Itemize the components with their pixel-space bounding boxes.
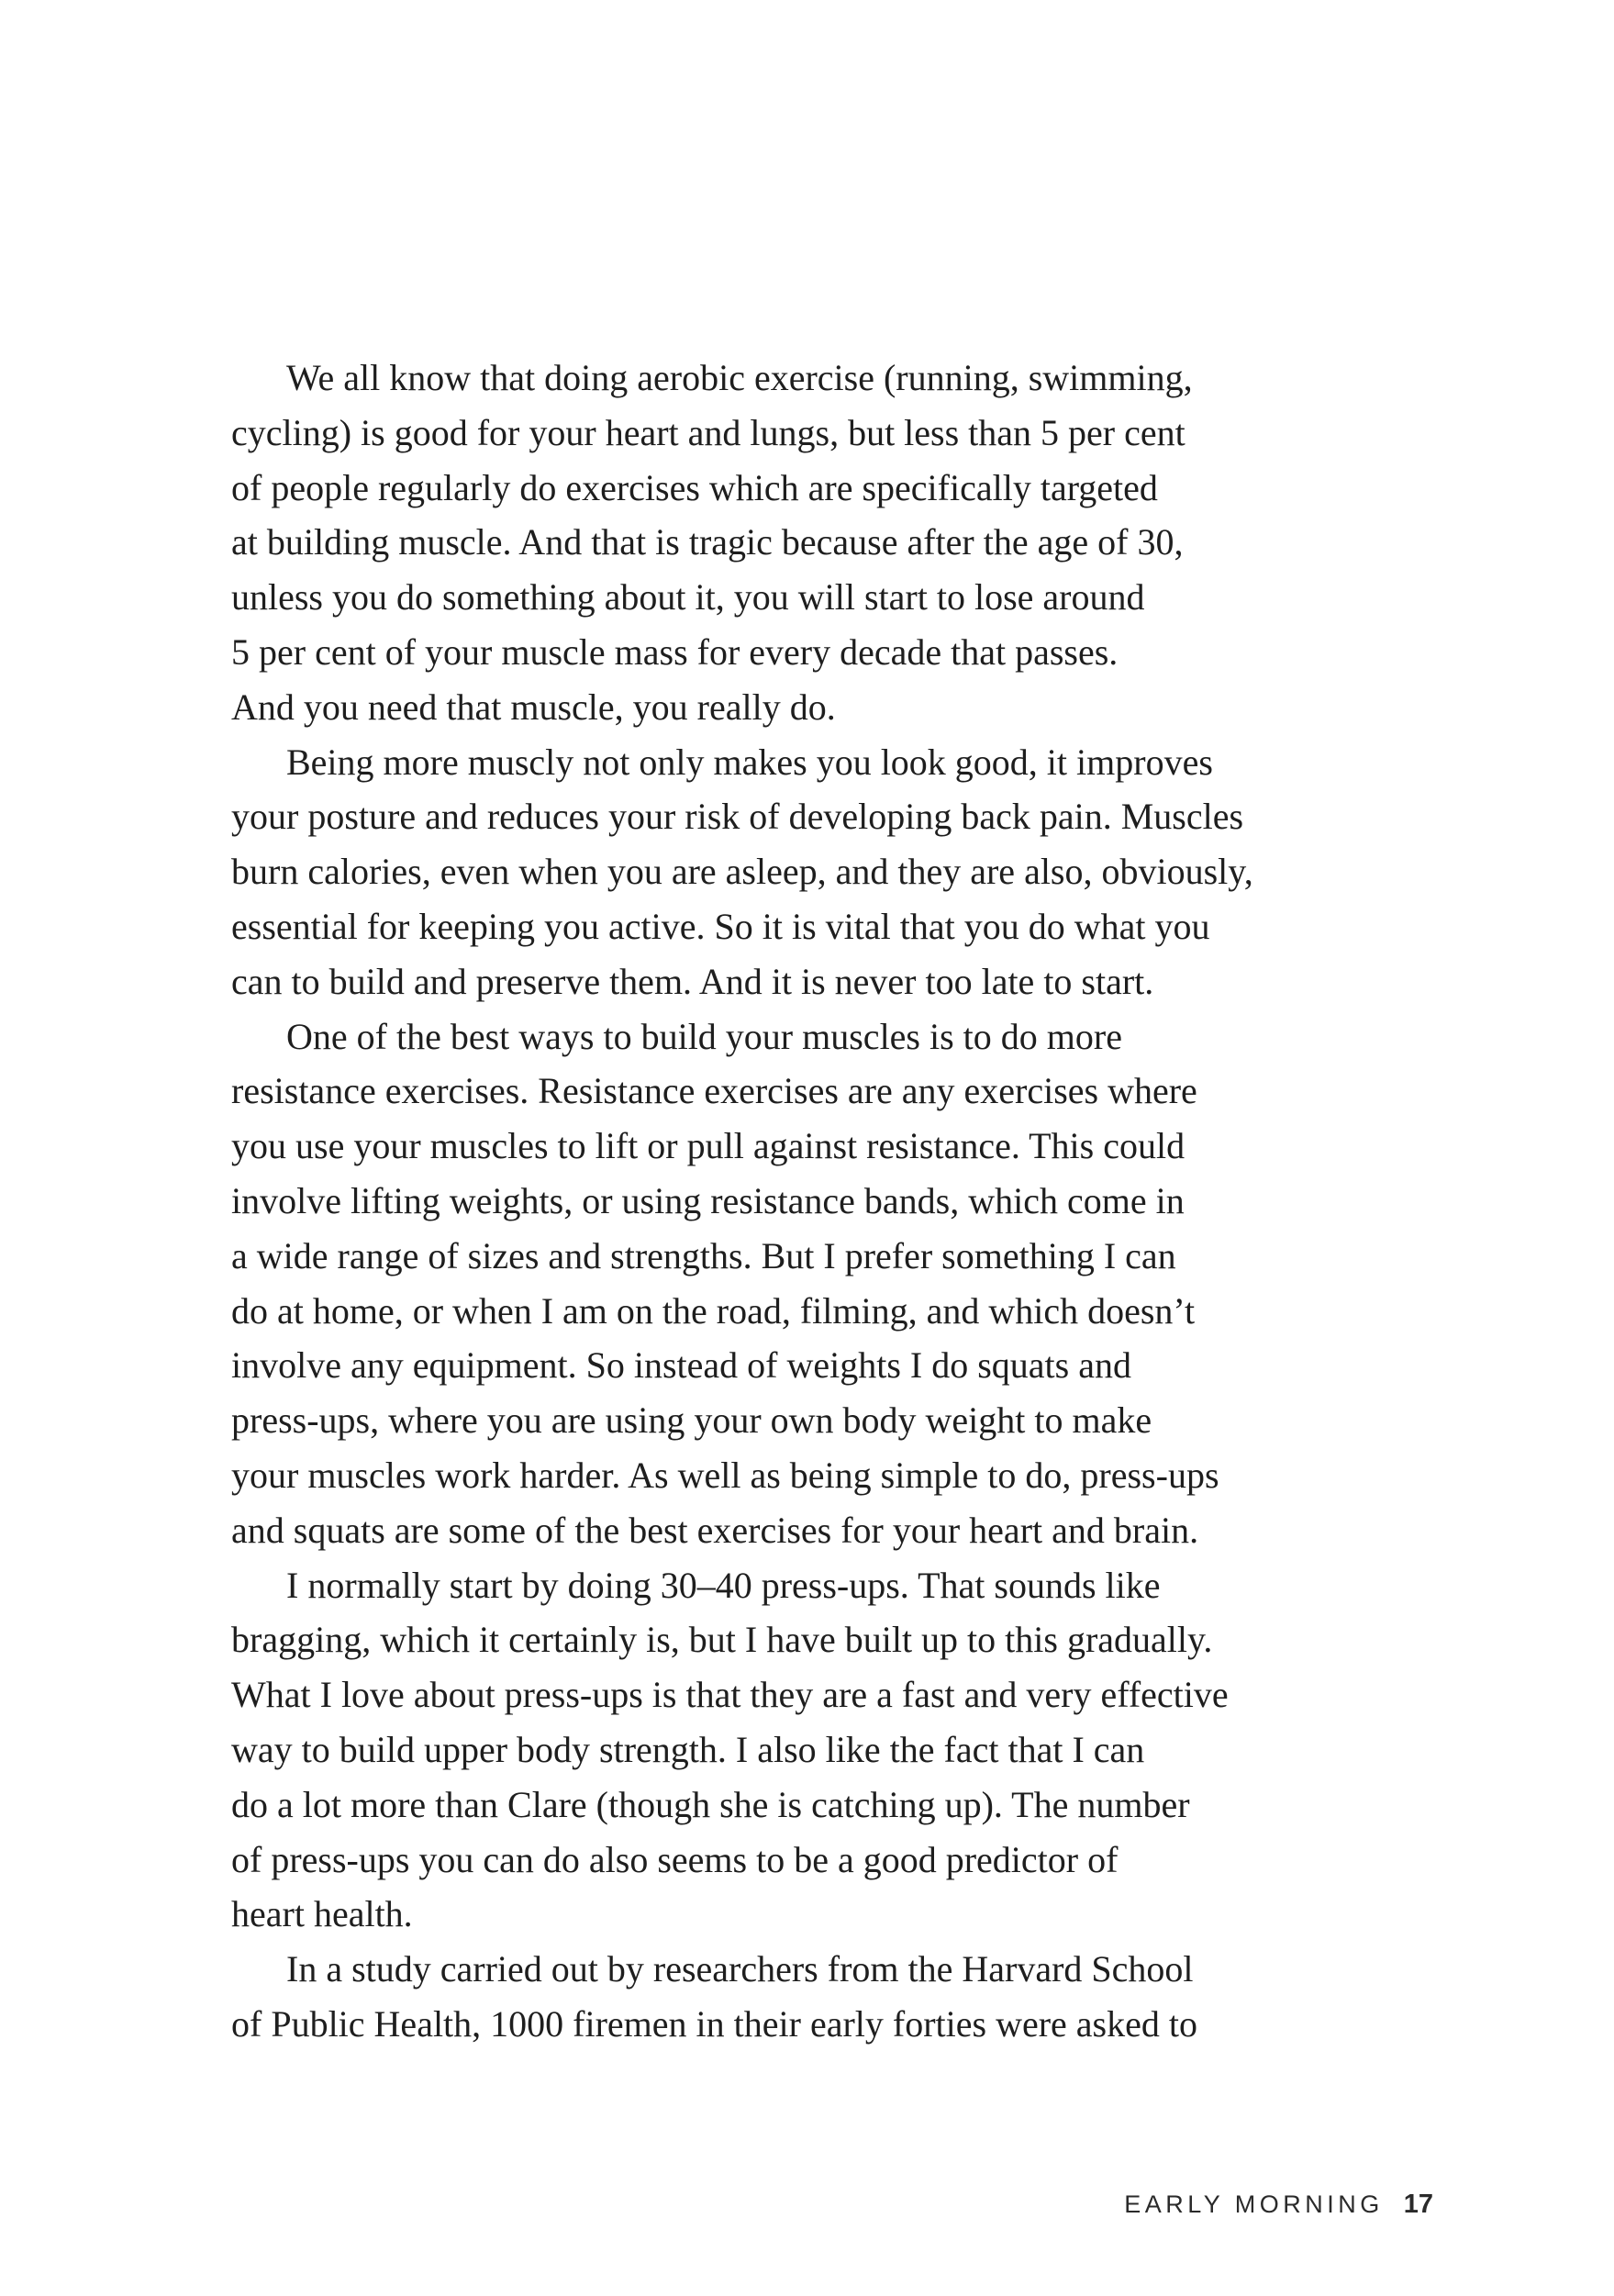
text-line: and squats are some of the best exercises for your heart and brain. <box>231 1509 1199 1551</box>
text-line: do a lot more than Clare (though she is catching up). The number <box>231 1783 1190 1825</box>
text-line: your muscles work harder. As well as being simple to do, press-ups <box>231 1454 1219 1496</box>
text-line: press-ups, where you are using your own body weight to make <box>231 1399 1152 1442</box>
text-line: at building muscle. And that is tragic because after the age of 30, <box>231 521 1184 563</box>
text-line: of press-ups you can do also seems to be a good predictor of <box>231 1838 1119 1880</box>
text-line: I normally start by doing 30–40 press-ups. That sounds like <box>286 1564 1161 1606</box>
text-line: you use your muscles to lift or pull against resistance. This could <box>231 1125 1185 1167</box>
text-line: resistance exercises. Resistance exercises are any exercises where <box>231 1070 1197 1112</box>
paragraph <box>231 735 1442 1009</box>
text-line: essential for keeping you active. So it is vital that you do what you <box>231 905 1210 947</box>
text-line: cycling) is good for your heart and lungs, but less than 5 per cent <box>231 411 1185 453</box>
text-line: way to build upper body strength. I also like the fact that I can <box>231 1728 1145 1770</box>
running-head: EARLY MORNING <box>1124 2190 1384 2218</box>
text-line: In a study carried out by researchers from the Harvard School <box>286 1948 1194 1990</box>
text-line: of people regularly do exercises which are specifically targeted <box>231 466 1158 508</box>
text-line: unless you do something about it, you will start to lose around <box>231 576 1145 619</box>
body-text <box>231 351 1442 2052</box>
page-footer <box>1124 2190 1433 2220</box>
text-line: bragging, which it certainly is, but I have built up to this gradually. <box>231 1619 1213 1661</box>
paragraph <box>231 1558 1442 1943</box>
text-line: involve lifting weights, or using resistance bands, which come in <box>231 1179 1185 1221</box>
page-number: 17 <box>1403 2190 1433 2219</box>
text-line: do at home, or when I am on the road, filming, and which doesn’t <box>231 1289 1196 1332</box>
text-line: heart health. <box>231 1893 413 1935</box>
text-line: of Public Health, 1000 firemen in their early forties were asked to <box>231 2002 1197 2045</box>
text-line: your posture and reduces your risk of developing back pain. Muscles <box>231 796 1244 838</box>
paragraph <box>231 1942 1442 2052</box>
text-line: We all know that doing aerobic exercise (running, swimming, <box>286 357 1193 398</box>
text-line: What I love about press-ups is that they are a fast and very effective <box>231 1674 1229 1716</box>
text-line: a wide range of sizes and strengths. But I prefer something I can <box>231 1234 1176 1276</box>
text-line: burn calories, even when you are asleep, and they are also, obviously, <box>231 851 1253 893</box>
text-line: can to build and preserve them. And it is never too late to start. <box>231 960 1154 1002</box>
text-line: Being more muscly not only makes you look good, it improves <box>286 741 1213 783</box>
paragraph <box>231 1009 1442 1558</box>
text-line: involve any equipment. So instead of weights I do squats and <box>231 1344 1131 1387</box>
paragraph <box>231 351 1442 735</box>
text-line: One of the best ways to build your muscles is to do more <box>286 1015 1122 1057</box>
text-line: 5 per cent of your muscle mass for every decade that passes. <box>231 630 1119 673</box>
text-line: And you need that muscle, you really do. <box>231 685 836 728</box>
